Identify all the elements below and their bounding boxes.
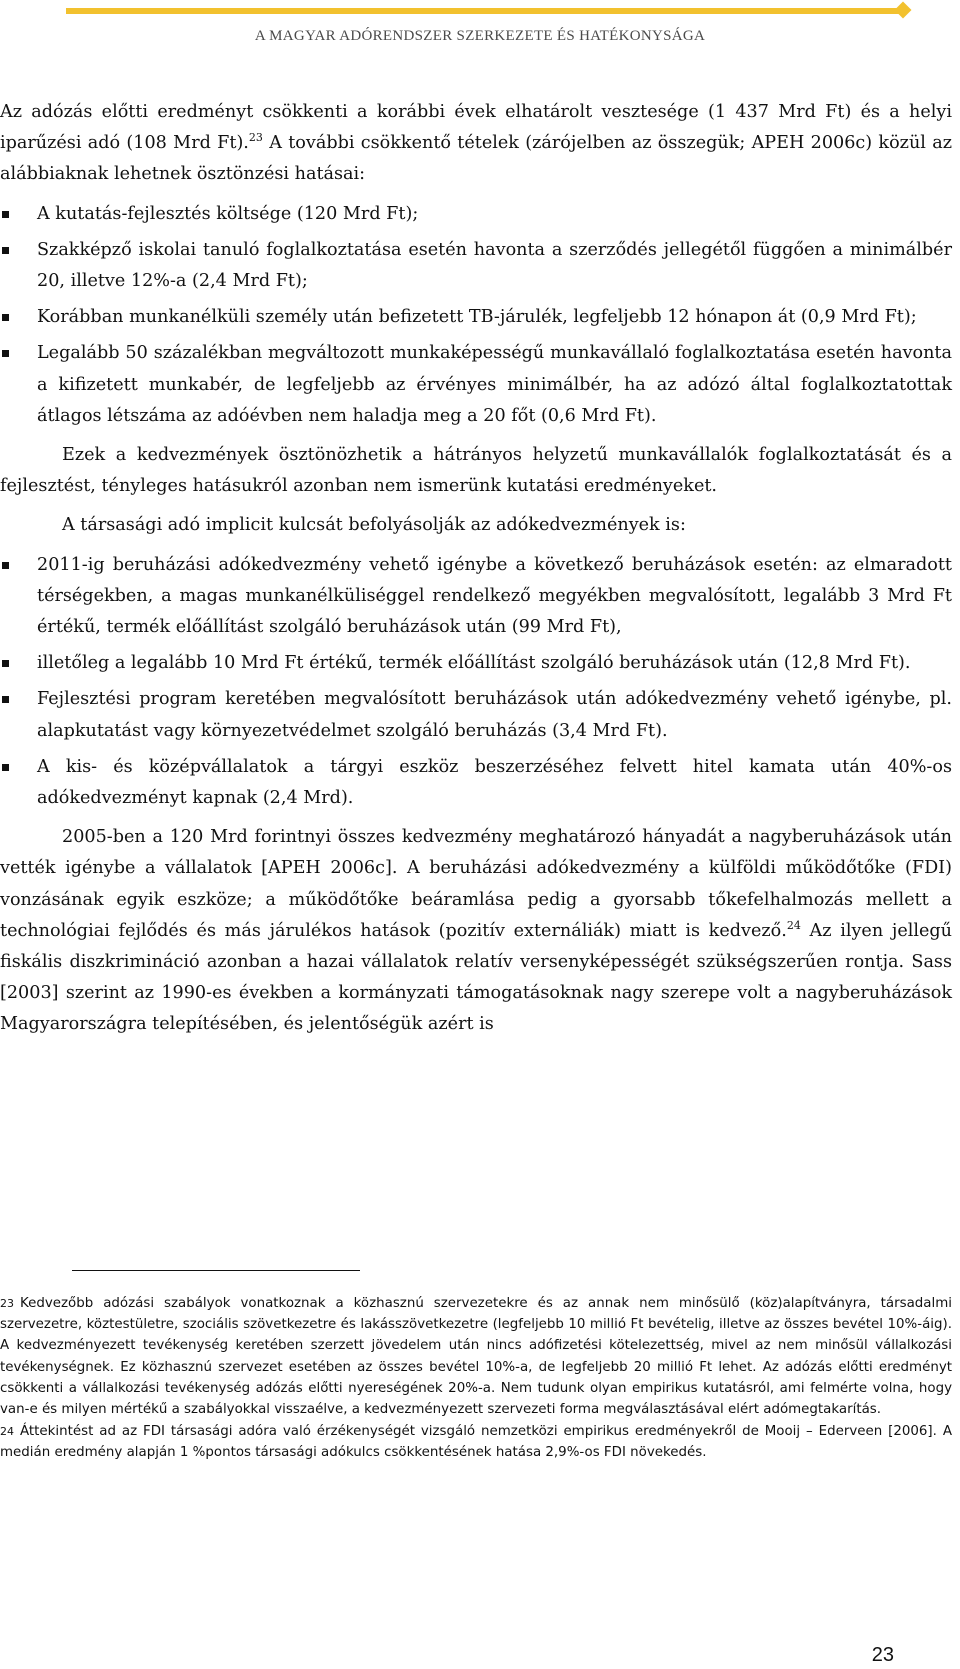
footnote-text: Áttekintést ad az FDI társasági adóra való érzékenységét vizsgáló nemzetközi empirikus eredményekről de Mooij – Ederveen [2006]. A medián eredmény alapján 1 %pontos társasági adókulcs csökkentésének hatása 2,9%-os FDI növekedés. [0, 1424, 952, 1461]
footnote-number: 24 [0, 1425, 14, 1439]
square-bullet-icon [2, 696, 9, 703]
paragraph-1: Az adózás előtti eredményt csökkenti a korábbi évek elhatárolt vesztesége (1 437 Mrd Ft) és a helyi iparűzési adó (108 Mrd Ft).$^{23}$ A további csökkentő tételek (zárójelben az összegük; APEH 2006c) közül az alábbiaknak lehetnek ösztönzési hatásai: [0, 102, 952, 185]
list-item: A kutatás-fejlesztés költsége (120 Mrd Ft); [0, 199, 952, 230]
page-number: 23 [871, 1644, 894, 1666]
square-bullet-icon [2, 350, 9, 357]
footnote-text: Kedvezőbb adózási szabályok vonatkoznak a közhasznú szervezetekre és az annak nem minősülő (köz)alapítványra, társadalmi szervezetre, köztestületre, szociális szövetkezetre és lakásszövetkezetre (legfeljebb 10 millió Ft bevételig, illetve az összes bevétel 10%-áig). A kedvezményezett tevékenység keretében szerzett jövedelem után nincs adófizetési kötelezettség, mivel az nem minősül vállalkozási tevékenységnek. Ez közhasznú szervezet esetében az összes bevétel 10%-a, de legfeljebb 20 millió Ft lehet. Az adózás előtti eredményt csökkenti a vállalkozási tevékenység adózás előtti nyereségének 20%-a. Nem tudunk olyan empirikus kutatásról, ami felmérte volna, hogy van-e és milyen mértékű a szabályokkal visszaélve, a kedvezményezett szervezeti forma megválasztásával elért adómegtakarítás. [0, 1296, 952, 1418]
list-item: A kis- és középvállalatok a tárgyi eszköz beszerzéséhez felvett hitel kamata után 40%-os adókedvezményt kapnak (2,4 Mrd). [0, 752, 952, 814]
list-item: Legalább 50 százalékban megváltozott munkaképességű munkavállaló foglalkoztatása esetén havonta a kifizetett munkabér, de legfeljebb az érvényes minimálbér, ha az adózó által foglalkoztatottak átlagos létszáma az adóévben nem haladja meg a 20 főt (0,6 Mrd Ft). [0, 338, 952, 432]
footnote-ref-23[interactable]: 23 [248, 131, 263, 145]
footnote-24 [0, 1421, 952, 1463]
footnote-divider [72, 1270, 360, 1271]
square-bullet-icon [2, 562, 9, 569]
footnote-ref-24[interactable]: 24 [786, 918, 801, 932]
footnote-number: 23 [0, 1297, 14, 1310]
square-bullet-icon [2, 764, 9, 771]
square-bullet-icon [2, 314, 9, 321]
footnote-23 [0, 1293, 952, 1420]
running-head: A MAGYAR ADÓRENDSZER SZERKEZETE ÉS HATÉKONYSÁGA [254, 28, 706, 44]
list-item: Fejlesztési program keretében megvalósított beruházások után adókedvezmény vehető igénybe, pl. alapkutatást vagy környezetvédelmet szolgáló beruházás (3,4 Mrd Ft). [0, 684, 952, 746]
list-item: illetőleg a legalább 10 Mrd Ft értékű, termék előállítást szolgáló beruházások után (12,8 Mrd Ft). [0, 648, 952, 679]
square-bullet-icon [2, 211, 9, 218]
header-rule [66, 8, 901, 14]
list-item: 2011-ig beruházási adókedvezmény vehető igénybe a következő beruházások esetén: az elmaradott térségekben, a magas munkanélküliséggel rendelkező megyékben megvalósított, legalább 3 Mrd Ft értékű, termék előállítást szolgáló beruházások után (99 Mrd Ft), [0, 550, 952, 644]
list-item: Szakképző iskolai tanuló foglalkoztatása esetén havonta a szerződés jellegétől függően a minimálbér 20, illetve 12%-a (2,4 Mrd Ft); [0, 235, 952, 297]
header-diamond-icon [895, 2, 912, 19]
paragraph-3: A társasági adó implicit kulcsát befolyásolják az adókedvezmények is: [62, 515, 686, 536]
body-text [0, 97, 952, 1049]
square-bullet-icon [2, 660, 9, 667]
paragraph-2: Ezek a kedvezmények ösztönözhetik a hátrányos helyzetű munkavállalók foglalkoztatását és a fejlesztést, tényleges hatásukról azonban nem ismerünk kutatási eredményeket. [0, 445, 952, 497]
list-item: Korábban munkanélküli személy után befizetett TB-járulék, legfeljebb 12 hónapon át (0,9 Mrd Ft); [0, 302, 952, 333]
deduction-list [0, 199, 952, 432]
footnotes [0, 1293, 952, 1465]
square-bullet-icon [2, 247, 9, 254]
allowance-list [0, 550, 952, 815]
paragraph-4: 2005-ben a 120 Mrd forintnyi összes kedvezmény meghatározó hányadát a nagyberuházások után vették igénybe a vállalatok [APEH 2006c]. A beruházási adókedvezmény a külföldi működőtőke (FDI) vonzásának egyik eszköze; a működőtőke beáramlása pedig a gyorsabb tőkefelhalmozás mellett a technológiai fejlődés és más járulékos hatások (pozitív externáliák) miatt is kedvező.$^{24}$ Az ilyen jellegű fiskális diszkrimináció azonban a hazai vállalatok relatív versenyképességét szükségszerűen rontja. Sass [2003] szerint az 1990-es években a kormányzati támogatásoknak nagy szerepe volt a nagyberuházások Magyarországra telepítésében, és jelentőségük azért is [0, 827, 952, 1035]
